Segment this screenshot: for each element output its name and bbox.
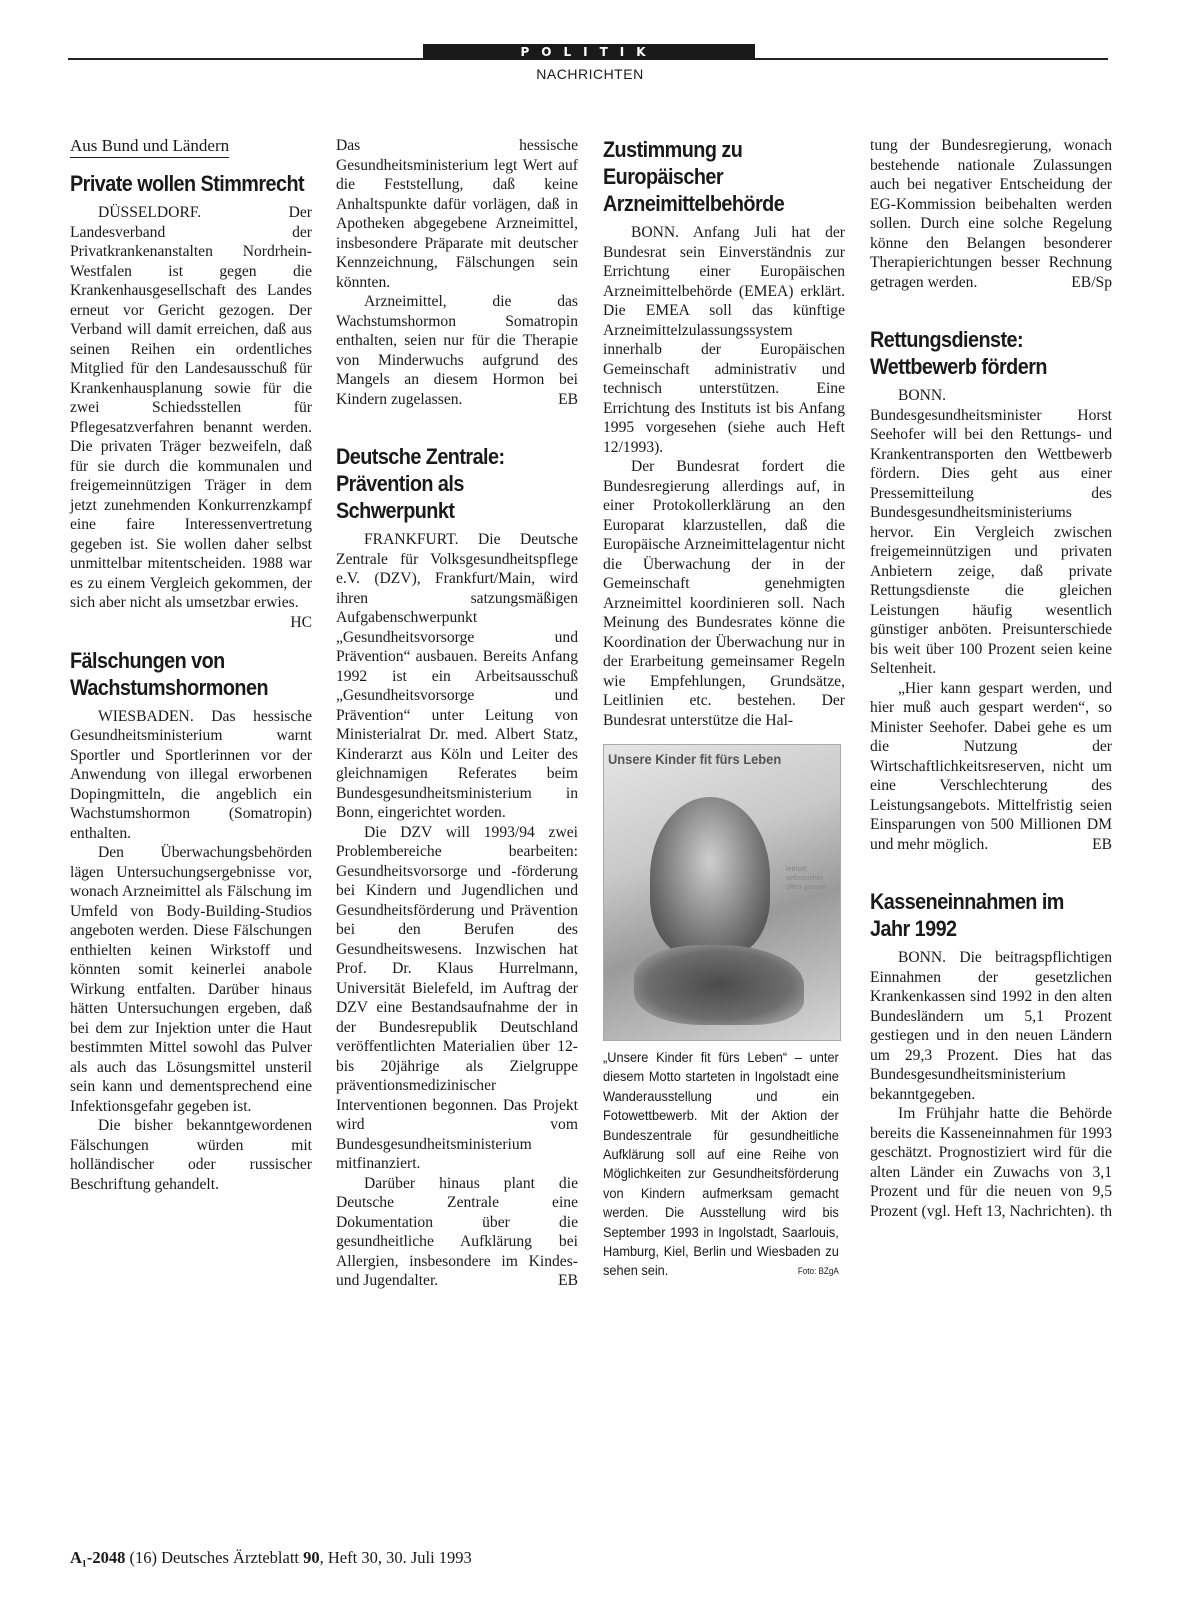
article-title-kasseneinnahmen: Kasseneinnahmen im Jahr 1992 — [870, 889, 1064, 941]
article-title-deutsche-zentrale: Deutsche Zentrale: Prävention als Schwerpunkt — [336, 444, 505, 523]
article-paragraph: Die DZV will 1993/94 zwei Problembereiche bearbeiten: Gesundheitsvorsorge und -förderung bei Kindern und Jugendlichen und Gesundheitsförderung und Prävention bei den Berufen des Gesundheitswesens. Inzwischen hat Prof. Dr. Klaus Hurrelmann, Universität Bielefeld, im Auftrag der DZV eine Bestandsaufnahme der in der Bundesrepublik Deutschland veröffentlichten Materialien über 12- bis 20jährige als Zielgruppe präventionsmedizinischer Interventionen begonnen. Das Projekt wird vom Bundesgesundheitsministerium mitfinanziert. — [336, 823, 578, 1172]
article-paragraph: BONN. Anfang Juli hat der Bundesrat sein Einverständnis zur Errichtung einer Europäischen Arzneimittelbehörde (EMEA) erklärt. Die EMEA soll das künftige Arzneimittelzulassungssystem innerhalb der Europäischen Gemeinschaft administrativ und technisch unterstützen. Eine Errichtung des Instituts ist bis Anfang 1995 vorgesehen (siehe auch Heft 12/1993). — [603, 224, 845, 456]
photo-child — [603, 744, 841, 1041]
article-paragraph: Der Bundesrat fordert die Bundesregierung allerdings auf, in einer Protokollerklärung an den Europarat klarzustellen, daß die Europäische Arzneimittelagentur nicht die Überwachung der in der Gemeinschaft genehmigten Arzneimittel koordinieren soll. Nach Meinung des Bundesrates könne die Koordination der Überwachung nur in der Erarbeitung gemeinsamer Regeln wie Empfehlungen, Grundsätze, Leitlinien etc. bestehen. Der Bundesrat unterstütze die Hal- — [603, 458, 845, 729]
journal-name: (16) Deutsches Ärzteblatt — [129, 1548, 300, 1567]
photo-credit: Foto: BZgA — [797, 1266, 839, 1277]
page-footer — [70, 1548, 472, 1568]
author-signature: EB — [558, 1272, 578, 1289]
column-1 — [70, 136, 312, 1194]
photo-side-text: lebhaft selbstsicher offen gesund — [786, 866, 827, 891]
article-paragraph: BONN. Bundesgesundheitsminister Horst Seehofer will bei den Rettungs- und Krankentransporten den Wettbewerb fördern. Dies geht aus einer Pressemitteilung des Bundesgesundheitsministeriums hervor. Ein Vergleich zwischen freigemeinnützigen und privaten Anbietern zeige, daß private Rettungsdienste die gleichen Leistungen häufig wesentlich günstiger anböten. Preisunterschiede bis weit über 100 Prozent seien keine Seltenheit. — [870, 387, 1112, 677]
author-signature: EB — [1092, 835, 1112, 853]
article-paragraph: FRANKFURT. Die Deutsche Zentrale für Volksgesundheitspflege e.V. (DZV), Frankfurt/Main, wird ihren satzungsmäßigen Aufgabenschwerpunkt „Gesundheitsvorsorge und Prävention“ ausbauen. Bereits Anfang 1992 ist ein Arbeitsausschuß „Gesundheitsvorsorge und Prävention“ unter Leitung von Ministerialrat Dr. med. Albert Statz, Kinderarzt aus Köln und Leiter des gleichnamigen Referates beim Bundesgesundheitsministerium in Bonn, eingerichtet worden. — [336, 531, 578, 821]
article-paragraph: BONN. Die beitragspflichtigen Einnahmen der gesetzlichen Krankenkassen sind 1992 in den alten Bundesländern um 5,1 Prozent gestiegen und in den neuen Ländern um 29,3 Prozent. Dies hat das Bundesgesundheitsministerium bekanntgegeben. — [870, 949, 1112, 1103]
kicker: Aus Bund und Ländern — [70, 136, 229, 158]
author-signature: th — [1099, 1202, 1112, 1220]
photo-caption: „Unsere Kinder fit fürs Leben“ – unter diesem Motto starteten in Ingolstadt eine Wanderausstellung und ein Fotowettbewerb. Mit der Aktion der Bundeszentrale für gesundheitliche Aufklärung soll auf eine Reihe von Möglichkeiten zur Gesundheitsförderung von Kindern aufmerksam gemacht werden. Die Ausstellung wird bis September 1993 in Ingolstadt, Saarlouis, Hamburg, Kiel, Berlin und Wiesbaden zu sehen sein. Foto: BZgA — [603, 1049, 839, 1282]
article-paragraph: Darüber hinaus plant die Deutsche Zentrale eine Dokumentation über die gesundheitliche Aufklärung bei Allergien, insbesondere im Kindes- und Jugendalter. EB — [336, 1174, 578, 1289]
author-signature: EB/Sp — [1071, 273, 1112, 291]
subsection-label: NACHRICHTEN — [536, 66, 644, 82]
column-3 — [603, 136, 845, 1282]
author-signature: EB — [558, 390, 578, 408]
page-number: A₁-2048 — [70, 1548, 126, 1567]
article-title-rettungsdienste: Rettungsdienste: Wettbewerb fördern — [870, 327, 1047, 379]
article-paragraph: DÜSSELDORF. Der Landesverband der Privatkrankenanstalten Nordrhein-Westfalen ist gegen die Krankenhausgesellschaft des Landes erneut vor Gericht gezogen. Der Verband will damit erreichen, daß aus seinen Reihen ein ordentliches Mitglied für den Landesausschuß für Krankenhausplanung sowie für die zwei Schiedsstellen für Pflegesatzverfahren benannt werden. Die privaten Träger bezweifeln, daß für sie durch die kommunalen und freigemeinnützigen Träger in dem jetzt zunehmenden Konkurrenzkampf eine faire Interessenvertretung gegeben ist. Sie wollen daher selbst unmittelbar mitentscheiden. 1988 war es zu einem Vergleich gekommen, der sich aber nicht als umsetzbar erwies. HC — [70, 204, 312, 631]
article-paragraph: Arzneimittel, die das Wachstumshormon Somatropin enthalten, seien nur für die Therapie von Minderwuchs aufgrund des Mangels an diesem Hormon bei Kindern zugelassen. EB — [336, 293, 578, 408]
painted-hands — [634, 945, 804, 1025]
photo-title: Unsere Kinder fit fürs Leben — [608, 751, 782, 767]
article-paragraph: Das hessische Gesundheitsministerium legt Wert auf die Feststellung, daß keine Anhaltspunkte dafür vorlägen, daß in Apotheken abgegebene Arzneimittel, insbesondere Präparate mit deutscher Kennzeichnung, Fälschungen sein könnten. — [336, 137, 578, 291]
column-4 — [870, 136, 1112, 1221]
column-2 — [336, 136, 578, 1291]
journal-volume: 90 — [303, 1548, 320, 1567]
article-paragraph: Im Frühjahr hatte die Behörde bereits die Kasseneinnahmen für 1993 geschätzt. Prognostiziert wird für die alten Länder ein Zuwachs von 3,1 Prozent und für die neuen von 9,5 Prozent (vgl. Heft 13, Nachrichten). th — [870, 1105, 1112, 1220]
article-title-faelschungen: Fälschungen von Wachstumshormonen — [70, 647, 269, 700]
author-signature: HC — [290, 613, 312, 631]
article-paragraph: tung der Bundesregierung, wonach bestehende nationale Zulassungen auch bei negativer Entscheidung der EG-Kommission beibehalten werden sollen. Durch eine solche Regelung könne den Belangen besonderer Therapierichtungen besser Rechnung getragen werden. EB/Sp — [870, 137, 1112, 291]
article-paragraph: WIESBADEN. Das hessische Gesundheitsministerium warnt Sportler und Sportlerinnen vor der Anwendung von illegal erworbenen Dopingmitteln, die angeblich ein Wachstumshormon (Somatropin) enthalten. — [70, 707, 312, 842]
article-title-private-stimmrecht: Private wollen Stimmrecht — [70, 171, 305, 196]
section-label: POLITIK — [423, 44, 755, 60]
child-figure — [650, 797, 770, 957]
article-paragraph: Den Überwachungsbehörden lägen Untersuchungsergebnisse vor, wonach Arzneimittel als Fälschung im Umfeld von Body-Building-Studios angeboten werden. Diese Fälschungen enthielten keinen Wirkstoff und könnten somit keinerlei anabole Wirkung entfalten. Darüber hinaus hätten Untersuchungen ergeben, daß bei dem zur Injektion unter die Haut bestimmten Mittel sowohl das Pulver als auch das Lösungsmittel unsteril sein kann und dementsprechend eine Infektionsgefahr gegeben ist. — [70, 844, 312, 1115]
issue-date: , Heft 30, 30. Juli 1993 — [319, 1548, 472, 1567]
article-title-emea: Zustimmung zu Europäischer Arzneimittelbehörde — [603, 137, 785, 216]
article-paragraph: „Hier kann gespart werden, und hier muß auch gespart werden“, so Minister Seehofer. Dabei gehe es um die Nutzung der Wirtschaftlichkeitsreserven, nicht um eine Verschlechterung des Leistungsangebots. Mittelfristig seien Einsparungen von 500 Millionen DM und mehr möglich. EB — [870, 679, 1112, 853]
article-paragraph: Die bisher bekanntgewordenen Fälschungen würden mit holländischer oder russischer Beschriftung gehandelt. — [70, 1117, 312, 1193]
